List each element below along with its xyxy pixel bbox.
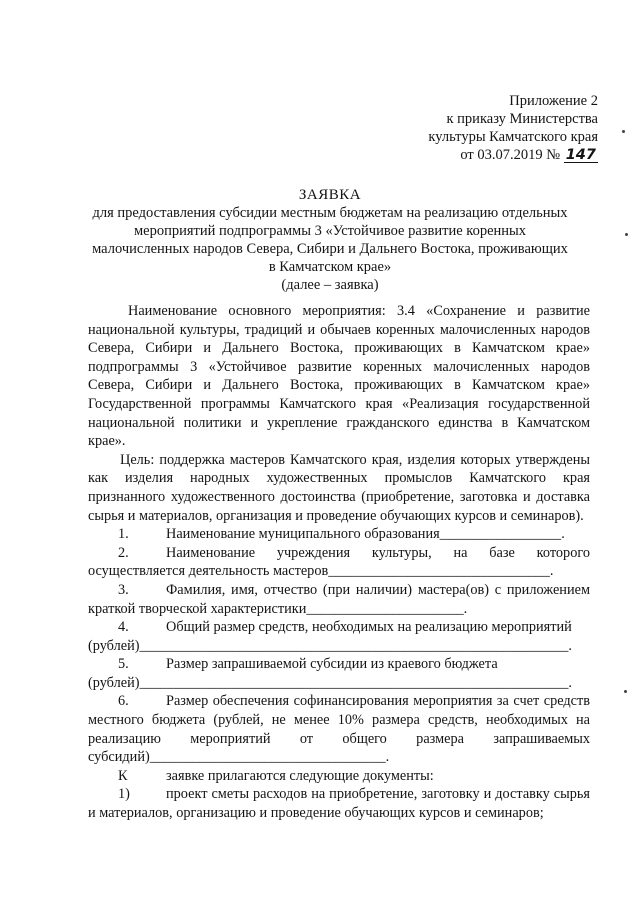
attachments-k: К — [118, 767, 128, 784]
attachments-intro-text: заявке прилагаются следующие документы: — [166, 767, 434, 784]
paragraph-main-event: Наименование основного мероприятия: 3.4 «Сохранение и развитие национальной культуры, традиций и обычаев коренных малочисленных народов Севера, Сибири и Дальнего Востока, проживающих в Камчатском крае» подпрограммы 3 «Устойчивое развитие коренных малочисленных народов Севера, Сибири и Дальнего Востока, проживающих в Камчатском крае» Государственной программы Камчатского края «Реализация государственной национальной политики и укрепление гражданского единства в Камчатском крае». — [88, 303, 590, 450]
attachment-doc-1 — [88, 785, 590, 822]
scan-speck — [624, 690, 627, 693]
list-item-6-number: 6. — [118, 693, 129, 710]
document-heading: ЗАЯВКА — [298, 187, 362, 203]
list-item-3-text: Фамилия, имя, отчество (при наличии) мастера(ов) с приложением краткой творческой характеристики______________________. — [88, 581, 590, 617]
title-line-1: для предоставления субсидии местным бюджетам на реализацию отдельных — [92, 205, 568, 221]
list-item-2-text: Наименование учреждения культуры, на базе которого осуществляется деятельность мастеров_______________________________. — [88, 544, 590, 580]
scan-speck — [622, 130, 625, 133]
list-item-5-number: 5. — [118, 656, 129, 673]
list-item-1-number: 1. — [118, 526, 129, 543]
appendix-line-4 — [428, 146, 598, 164]
appendix-line-1: Приложение 2 — [509, 93, 598, 109]
title-line-2: мероприятий подпрограммы 3 «Устойчивое развитие коренных — [133, 223, 527, 239]
scan-speck — [625, 233, 628, 236]
list-item-5-text: Размер запрашиваемой субсидии из краевого бюджета — [166, 656, 498, 673]
list-item-4-text: Общий размер средств, необходимых на реализацию мероприятий — [166, 619, 572, 636]
title-line-3: малочисленных народов Севера, Сибири и Дальнего Востока, проживающих — [92, 241, 568, 257]
document-body — [88, 302, 590, 823]
list-item-4-number: 4. — [118, 619, 129, 636]
appendix-line-3: культуры Камчатского края — [428, 129, 598, 145]
list-item-3-number: 3. — [118, 581, 129, 598]
attachment-doc-1-number: 1) — [118, 786, 130, 803]
list-item-1 — [88, 525, 590, 544]
list-item-2-number: 2. — [118, 544, 129, 561]
list-item-2 — [88, 544, 590, 581]
list-item-5 — [88, 655, 590, 692]
handwritten-order-number: 147 — [565, 147, 596, 163]
list-item-6-text: Размер обеспечения софинансирования мероприятия за счет средств местного бюджета (рублей, не менее 10% размера средств, необходимых на реализацию мероприятий от общего размера запрашиваемых субсидий)_________________________________. — [88, 693, 590, 766]
list-item-5-blank: (рублей)____________________________________________________________. — [88, 674, 572, 691]
order-date: от 03.07.2019 № — [460, 147, 561, 163]
list-item-4 — [88, 618, 590, 655]
appendix-header — [428, 92, 598, 164]
list-item-3 — [88, 581, 590, 618]
title-line-5: (далее – заявка) — [281, 277, 379, 293]
list-item-6 — [88, 692, 590, 766]
list-item-1-text: Наименование муниципального образования_________________. — [166, 526, 565, 543]
appendix-line-2: к приказу Министерства — [446, 111, 598, 127]
list-item-4-blank: (рублей)____________________________________________________________. — [88, 637, 572, 654]
attachments-intro — [88, 767, 590, 786]
paragraph-goal: Цель: поддержка мастеров Камчатского края, изделия которых утверждены как изделия народных художественных промыслов Камчатского края признанного художественного достоинства (приобретение, заготовка и доставка сырья и материалов, организация и проведение обучающих курсов и семинаров). — [88, 451, 590, 524]
title-block — [80, 186, 580, 294]
title-line-4: в Камчатском крае» — [268, 259, 392, 275]
attachment-doc-1-text: проект сметы расходов на приобретение, заготовку и доставку сырья и материалов, организацию и проведение обучающих курсов и семинаров; — [88, 786, 590, 822]
